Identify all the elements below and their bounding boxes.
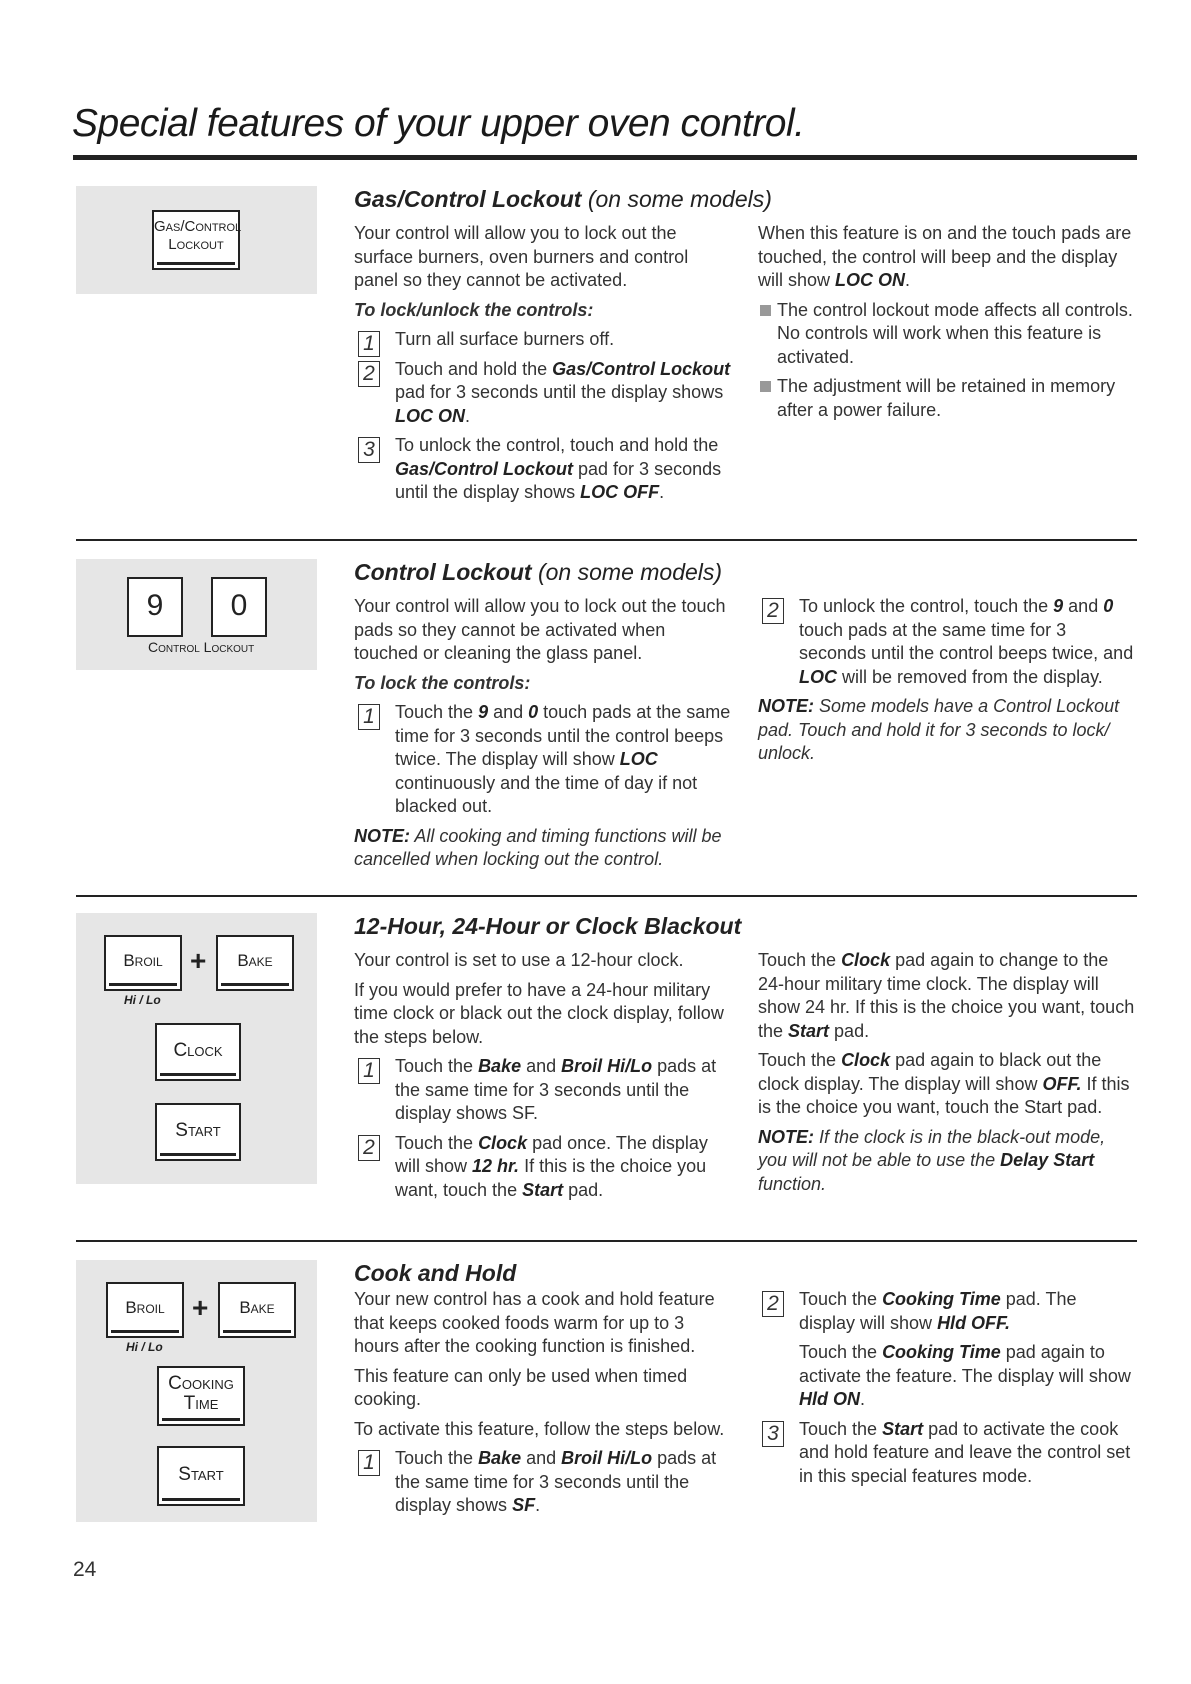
text-run: 12 hr.	[472, 1156, 520, 1176]
bullet-square-icon	[760, 305, 771, 316]
text-run: pad again to activate the feature. The display will show	[799, 1342, 1131, 1386]
text-run: Touch the	[758, 1050, 842, 1070]
text-run: Broil Hi/Lo	[561, 1056, 653, 1076]
paragraph	[758, 1341, 1136, 1412]
instruction-step	[354, 1055, 732, 1126]
section-title	[354, 913, 741, 940]
text-column	[354, 595, 732, 878]
text-run: Clock	[478, 1132, 528, 1153]
control-panel-illustration	[76, 913, 317, 1184]
instruction-step	[758, 595, 1136, 689]
text-run: If this is the choice you want, touch the	[395, 1156, 707, 1200]
subheading	[354, 299, 732, 323]
instruction-step	[354, 328, 732, 355]
key-0: 0	[211, 577, 267, 637]
text-run: pad.	[829, 1020, 870, 1041]
text-run: Cooking Time	[882, 1342, 1001, 1362]
clock-key: Clock	[155, 1023, 241, 1081]
plus-icon: +	[192, 1292, 209, 1323]
text-run: All cooking and timing functions will be cancelled when locking out the control.	[354, 825, 722, 869]
title-rule	[73, 155, 1137, 160]
control-panel-illustration	[76, 186, 317, 294]
text-run: NOTE:	[758, 1126, 814, 1147]
subheading	[354, 672, 732, 696]
paragraph	[354, 1365, 732, 1412]
start-key: Start	[157, 1446, 245, 1506]
text-run: If the clock is in the black-out mode, you will not be able to use the	[758, 1126, 1106, 1170]
text-run: Your control is set to use a 12-hour clock.	[354, 950, 684, 970]
text-run: Delay Start	[1000, 1150, 1095, 1170]
text-run: If this is the choice you want, touch the Start pad.	[758, 1073, 1130, 1117]
text-run: NOTE:	[354, 825, 410, 846]
text-run: When this feature is on and the touch pads are touched, the control will beep and the display will show	[758, 223, 1132, 290]
page-number: 24	[73, 1558, 97, 1581]
text-column	[758, 949, 1136, 1202]
step-number-icon: 1	[358, 1450, 380, 1476]
text-run: .	[905, 270, 911, 290]
text-run: Start	[788, 1020, 830, 1041]
text-run: 9	[1053, 596, 1064, 616]
text-run: Turn all surface burners off.	[395, 329, 615, 349]
text-run: Bake	[478, 1448, 522, 1468]
bake-key: Bake	[218, 1282, 296, 1338]
step-number-icon: 1	[358, 704, 380, 730]
text-run: Gas/Control Lockout	[552, 358, 731, 379]
text-run: Your control will allow you to lock out the touch pads so they cannot be activated when touched or cleaning the glass panel.	[354, 596, 726, 663]
page-title: Special features of your upper oven control.	[72, 102, 805, 145]
bake-key: Bake	[216, 935, 294, 991]
text-run: .	[860, 1389, 866, 1409]
text-run: Clock	[841, 1050, 891, 1070]
bullet-item	[758, 299, 1136, 370]
text-run: Bake	[478, 1056, 522, 1076]
section-subtitle: (on some models)	[581, 186, 772, 212]
step-number-icon: 2	[762, 598, 784, 624]
text-run: The adjustment will be retained in memory after a power failure.	[777, 376, 1116, 420]
instruction-step	[354, 358, 732, 429]
text-run: pad. The display will show	[799, 1289, 1077, 1333]
section-subtitle: (on some models)	[531, 559, 723, 585]
step-number-icon: 2	[358, 361, 380, 387]
text-run: pad for 3 seconds until the display shows	[395, 458, 722, 502]
section-title-main: Gas/Control Lockout	[354, 186, 582, 212]
broil-key: Broil	[104, 935, 182, 991]
text-column	[758, 595, 1136, 772]
paragraph	[758, 1049, 1136, 1120]
note	[354, 825, 732, 872]
text-run: NOTE:	[758, 696, 814, 716]
hi-lo-label: Hi / Lo	[126, 1340, 163, 1354]
text-run: pad again to black out the clock display. The display will show	[758, 1050, 1102, 1094]
text-run: .	[659, 482, 665, 502]
text-run: SF	[512, 1495, 536, 1515]
text-run: This feature can only be used when timed cooking.	[354, 1365, 688, 1409]
text-run: Touch the	[799, 1342, 883, 1362]
step-number-icon: 3	[762, 1421, 784, 1447]
text-run: LOC OFF	[580, 482, 660, 502]
text-run: Touch the	[395, 1056, 479, 1076]
text-run: and	[488, 702, 529, 722]
section-divider	[76, 895, 1137, 897]
instruction-step	[354, 701, 732, 819]
hi-lo-label: Hi / Lo	[124, 993, 161, 1007]
text-column	[354, 222, 732, 511]
text-run: LOC ON	[835, 270, 906, 290]
text-run: The control lockout mode affects all controls. No controls will work when this feature is activated.	[777, 299, 1133, 367]
text-run: 0	[528, 702, 539, 722]
text-run: LOC ON	[395, 405, 465, 426]
text-run: Broil Hi/Lo	[561, 1448, 653, 1468]
text-run: To activate this feature, follow the steps below.	[354, 1418, 725, 1439]
text-run: and	[521, 1056, 562, 1076]
section-divider	[76, 539, 1137, 541]
text-column	[758, 222, 1136, 428]
text-run: To lock/unlock the controls:	[354, 299, 594, 320]
step-number-icon: 1	[358, 331, 380, 357]
gas-control-lockout-key: Gas/Control Lockout	[152, 210, 240, 270]
step-number-icon: 2	[762, 1291, 784, 1317]
text-run: Some models have a Control Lockout pad. Touch and hold it for 3 seconds to lock/ unlock.	[758, 696, 1120, 763]
text-run: Touch and hold the	[395, 358, 553, 379]
paragraph	[758, 949, 1136, 1043]
text-run: Start	[882, 1418, 924, 1439]
note	[758, 1126, 1136, 1197]
section-title-main: 12-Hour, 24-Hour or Clock Blackout	[354, 913, 742, 939]
text-column	[354, 949, 732, 1208]
text-run: To unlock the control, touch and hold the	[395, 435, 719, 455]
text-run: pad once. The display will show	[395, 1132, 708, 1176]
section-divider	[76, 1240, 1137, 1242]
control-panel-illustration	[76, 559, 317, 670]
text-column	[354, 1288, 732, 1524]
paragraph	[758, 222, 1136, 293]
text-run: and	[521, 1448, 562, 1468]
text-run: and	[1063, 596, 1104, 616]
text-run: pad to activate the cook and hold feature and leave the control set in this special features mode.	[799, 1418, 1131, 1486]
text-run: If you would prefer to have a 24-hour military time clock or black out the clock display, follow the steps below.	[354, 979, 724, 1047]
paragraph	[354, 1418, 732, 1442]
text-run: To unlock the control, touch the	[799, 596, 1054, 616]
text-run: LOC	[799, 666, 837, 687]
text-run: touch pads at the same time for 3 seconds until the control beeps twice. The display will show	[395, 702, 731, 769]
text-run: Your new control has a cook and hold feature that keeps cooked foods warm for up to 3 hours after the cooking function is finished.	[354, 1289, 715, 1356]
text-run: Your control will allow you to lock out the surface burners, oven burners and control panel so they cannot be activated.	[354, 223, 689, 290]
note	[758, 695, 1136, 766]
text-run: Start	[522, 1179, 564, 1200]
section-title	[354, 559, 722, 586]
text-run: Touch the	[758, 950, 842, 970]
text-run: .	[465, 405, 471, 426]
paragraph	[354, 949, 732, 973]
text-run: pad.	[563, 1179, 604, 1200]
paragraph	[354, 1288, 732, 1359]
text-run: OFF.	[1042, 1073, 1082, 1094]
instruction-step	[354, 434, 732, 505]
section-title-main: Cook and Hold	[354, 1260, 517, 1286]
instruction-step	[758, 1418, 1136, 1489]
section-title	[354, 186, 772, 213]
text-run: pads at the same time for 3 seconds until the display shows SF.	[395, 1056, 717, 1123]
text-run: function.	[758, 1173, 827, 1194]
key-9: 9	[127, 577, 183, 637]
paragraph	[354, 222, 732, 293]
step-number-icon: 2	[358, 1135, 380, 1161]
text-run: Touch the	[799, 1289, 883, 1309]
start-key: Start	[155, 1103, 241, 1161]
text-run: continuously and the time of day if not blacked out.	[395, 772, 698, 816]
broil-key: Broil	[106, 1282, 184, 1338]
control-lockout-label: Control Lockout	[148, 639, 255, 655]
section-title	[354, 1260, 516, 1287]
text-run: will be removed from the display.	[837, 666, 1103, 687]
bullet-item	[758, 375, 1136, 422]
paragraph	[354, 979, 732, 1050]
text-run: pad for 3 seconds until the display shows	[395, 382, 724, 402]
text-run: Hld ON	[799, 1389, 860, 1409]
text-column	[758, 1288, 1136, 1494]
text-run: pad again to change to the 24-hour military time clock. The display will show 24 hr. If this is the choice you want, touch the	[758, 950, 1135, 1041]
plus-icon: +	[190, 945, 207, 976]
text-run: Touch the	[799, 1418, 883, 1439]
step-number-icon: 3	[358, 437, 380, 463]
instruction-step	[758, 1288, 1136, 1335]
text-run: touch pads at the same time for 3 seconds until the control beeps twice, and	[799, 619, 1134, 663]
text-run: 9	[478, 702, 489, 722]
text-run: To lock the controls:	[354, 672, 531, 693]
step-number-icon: 1	[358, 1058, 380, 1084]
instruction-step	[354, 1132, 732, 1203]
text-run: Cooking Time	[882, 1289, 1001, 1309]
text-run: Hld OFF.	[937, 1312, 1011, 1333]
instruction-step	[354, 1447, 732, 1518]
text-run: .	[535, 1495, 541, 1515]
text-run: Touch the	[395, 1448, 479, 1468]
paragraph	[354, 595, 732, 666]
cooking-time-key: Cooking Time	[157, 1366, 245, 1426]
bullet-square-icon	[760, 381, 771, 392]
text-run: Touch the	[395, 702, 479, 722]
text-run: LOC	[619, 749, 658, 769]
text-run: Gas/Control Lockout	[395, 458, 574, 479]
text-run: 0	[1103, 596, 1114, 616]
text-run: Touch the	[395, 1132, 479, 1153]
control-panel-illustration	[76, 1260, 317, 1522]
section-title-main: Control Lockout	[354, 559, 532, 585]
text-run: pads at the same time for 3 seconds until the display shows	[395, 1448, 717, 1515]
text-run: Clock	[841, 950, 891, 970]
